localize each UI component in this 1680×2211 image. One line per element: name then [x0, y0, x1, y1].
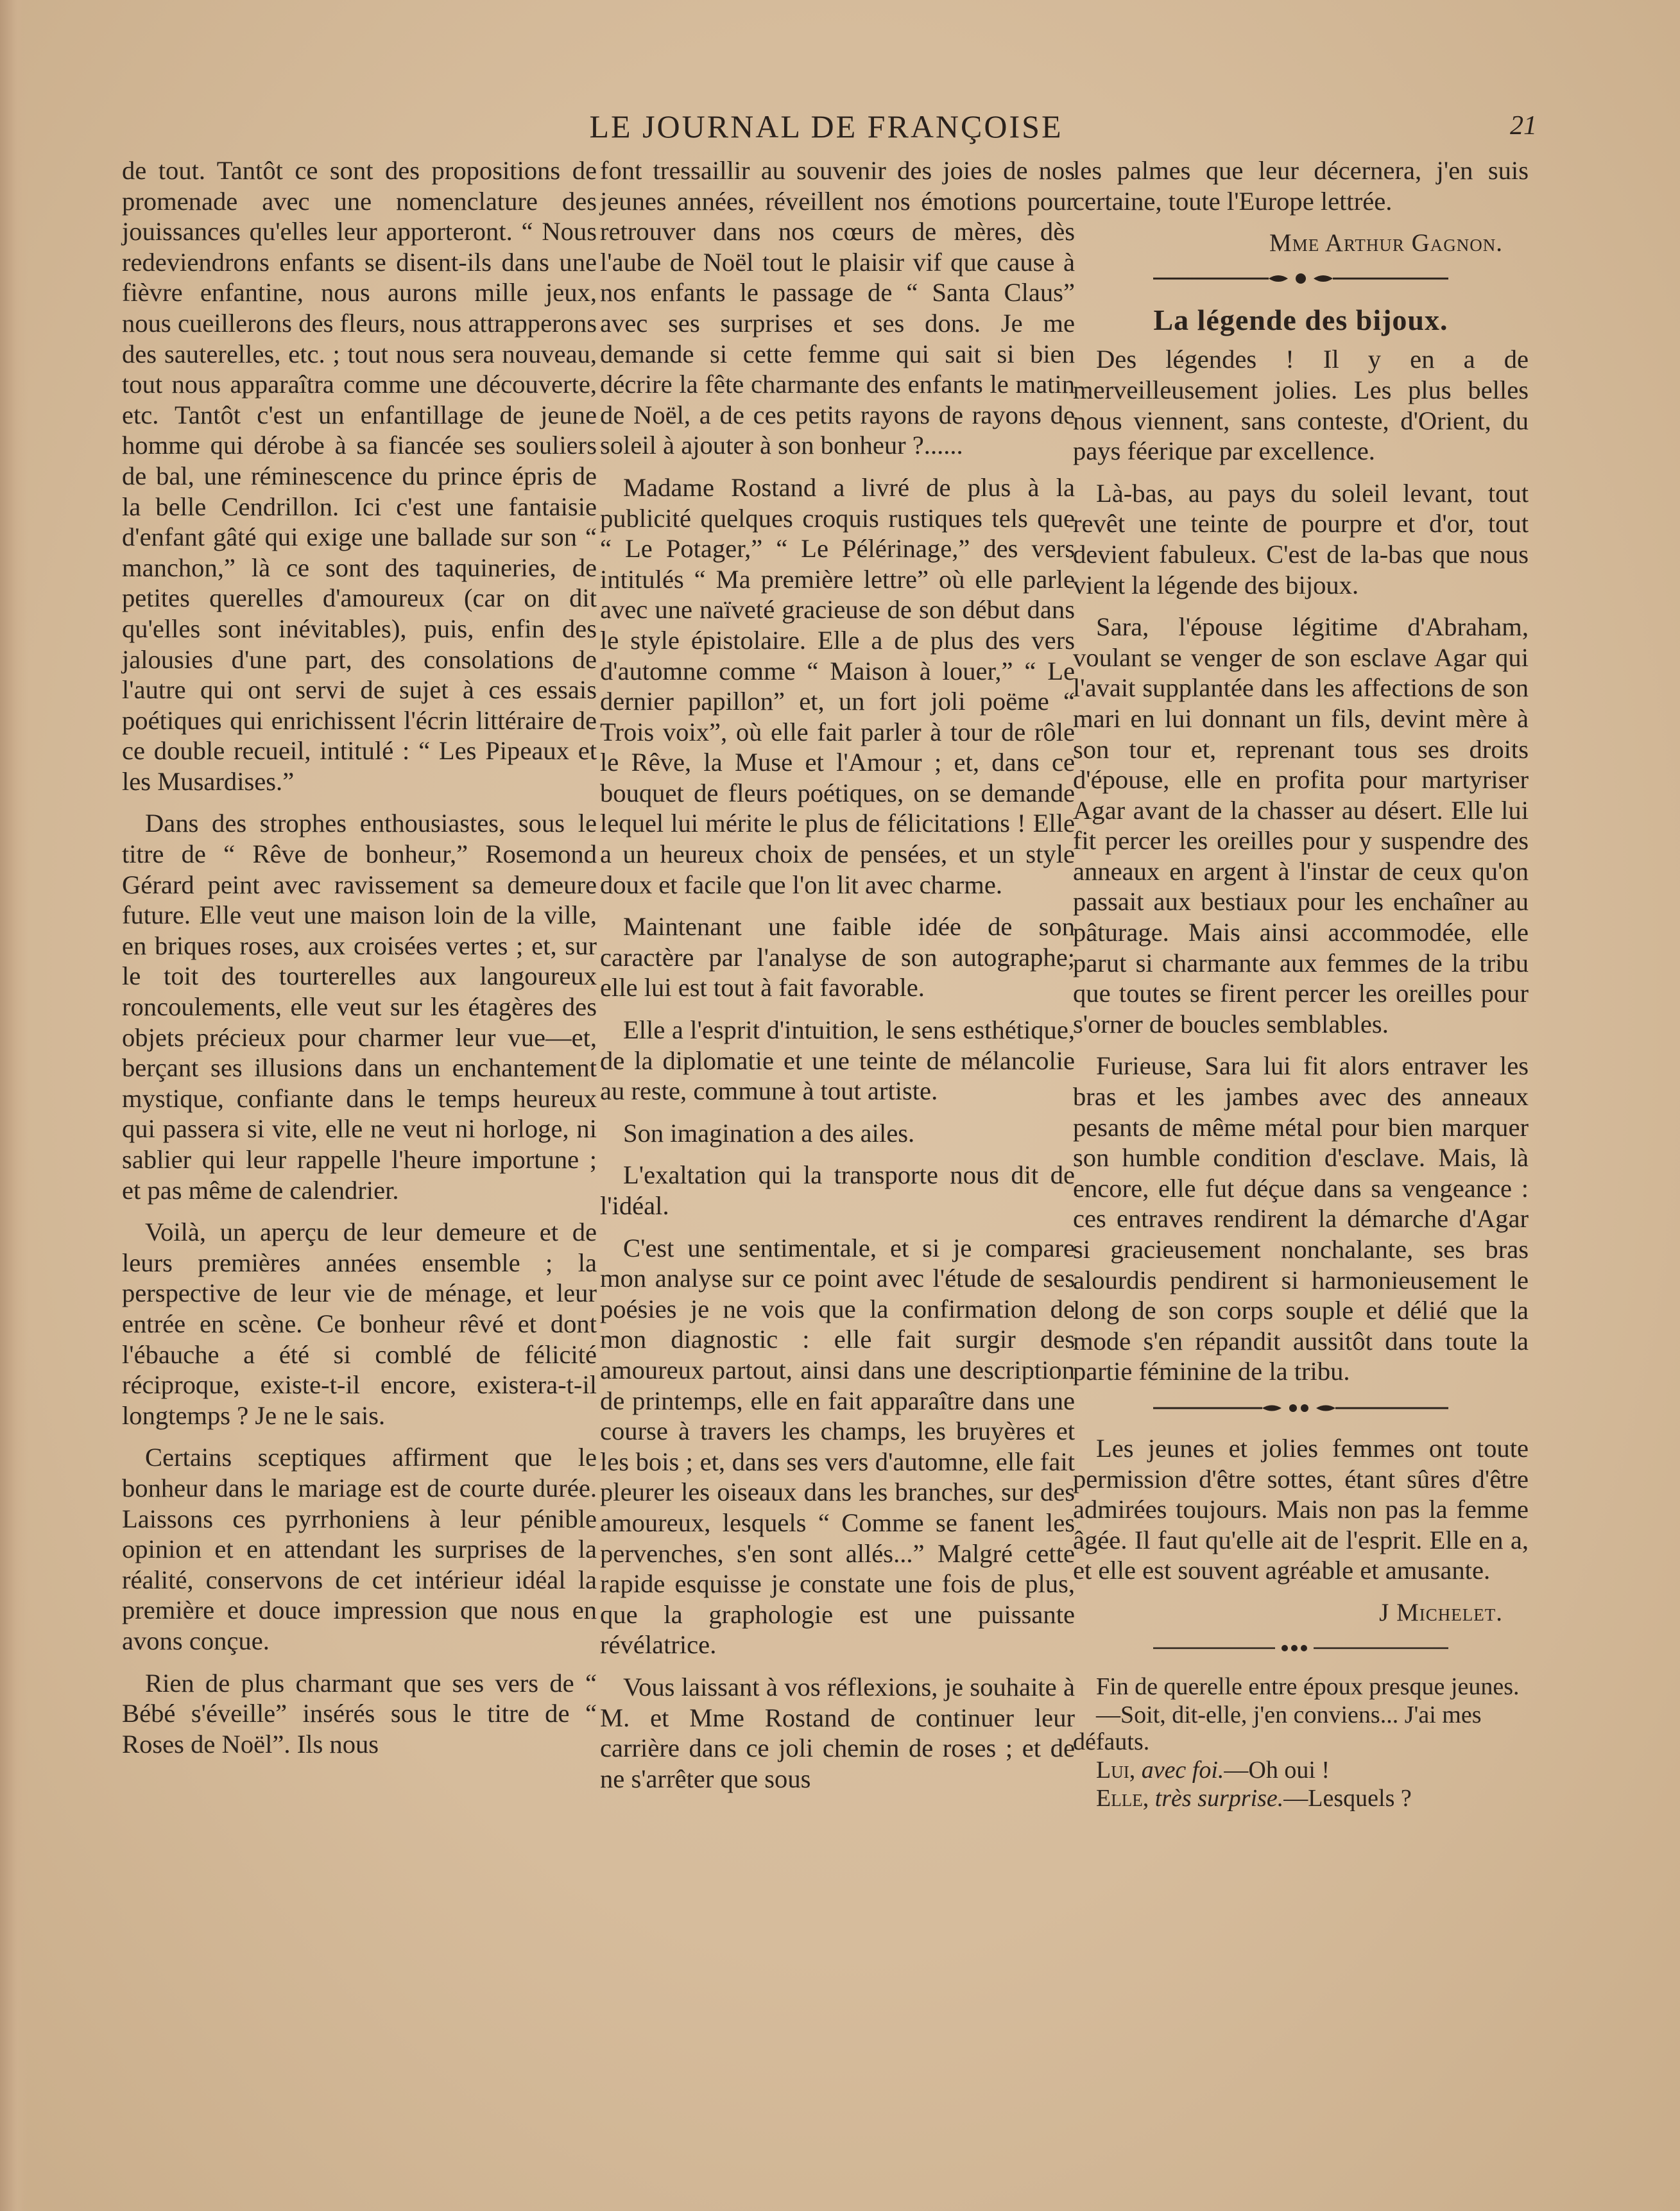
section-divider-ornament — [1073, 1398, 1529, 1420]
author-signature: Mme Arthur Gagnon. — [1269, 229, 1503, 257]
article-title: La légende des bijoux. — [1153, 303, 1448, 336]
paragraph: Sara, l'épouse légitime d'Abraham, voulant se venger de son esclave Agar qui l'avait supplantée dans les affections de son mari en lui donnant un fils, devint mère à son tour et, reprenant tous ses droits d'épouse, elle en profita pour martyriser Agar avant de la chasser au désert. Elle lui fit percer les oreilles pour y suspendre des anneaux en argent à l'instar de ceux qu'on passait aux bestiaux pour les enchaîner au pâturage. Mais ainsi accommodée, elle parut si charmante aux femmes de la tribu que toutes se firent percer les oreilles pour s'orner de boucles semblables. — [1073, 612, 1529, 1038]
section-divider-ornament — [1073, 1639, 1529, 1660]
paragraph: Là-bas, au pays du soleil levant, tout revêt une teinte de pourpre et d'or, tout devient fabuleux. C'est de la-bas que nous vient la légende des bijoux. — [1073, 478, 1529, 599]
paragraph: de tout. Tantôt ce sont des propositions de promenade avec une nomenclature des jouissances qu'elles leur apporteront. “ Nous redeviendrons enfants se disent-ils dans une fièvre enfantine, nous aurons mille jeux, nous cueillerons des fleurs, nous attrapperons des sauterelles, etc. ; tout nous sera nouveau, tout nous apparaîtra comme une découverte, etc. Tantôt c'est un enfantillage de jeune homme qui dérobe à sa fiancée ses souliers de bal, une réminescence du prince épris de la belle Cendrillon. Ici c'est une fantaisie d'enfant gâté qui exige une ballade sur son “ manchon,” là ce sont des taquineries, de petites querelles d'amoureux (car on dit qu'elles sont inévitables), puis, enfin des jalousies d'une part, des consolations de l'autre qui ont servi de sujet à ces essais poétiques qui enrichissent l'écrin littéraire de ce double recueil, intitulé : “ Les Pipeaux et les Musardises.” — [122, 156, 597, 796]
paragraph: Son imagination a des ailes. — [623, 1118, 915, 1148]
paragraph: Vous laissant à vos réflexions, je souhaite à M. et Mme Rostand de continuer leur carrière dans ce joli chemin de roses ; et de ne s'arrêter que sous — [600, 1672, 1075, 1793]
stage-direction: très surprise. — [1154, 1784, 1284, 1812]
author-signature: J Michelet. — [1379, 1598, 1503, 1626]
dialogue-line — [1073, 1785, 1529, 1812]
journal-title: LE JOURNAL DE FRANÇOISE — [589, 108, 1063, 144]
paragraph: Furieuse, Sara lui fit alors entraver les bras et les jambes avec des anneaux pesants de même métal pour bien marquer son humble condition d'esclave. Mais, là encore, elle fut déçue dans sa vengeance : ces entraves rendirent la démarche d'Agar si gracieusement nonchalante, ses bras alourdis pendirent si harmonieusement le long de son corps souple et délié que la mode s'en répandit aussitôt dans toute la partie féminine de la tribu. — [1073, 1051, 1529, 1386]
stage-direction: avec foi. — [1141, 1756, 1224, 1784]
column-1 — [122, 155, 597, 1771]
page-binding-edge — [0, 0, 28, 2211]
section-divider-ornament — [1073, 269, 1529, 291]
dialogue-intro: Fin de querelle entre époux presque jeunes. — [1096, 1673, 1520, 1700]
paragraph: Elle a l'esprit d'intuition, le sens esthétique, de la diplomatie et une teinte de mélancolie au reste, commune à tout artiste. — [600, 1015, 1075, 1106]
speaker-name: Lui, — [1096, 1756, 1136, 1784]
paragraph: les palmes que leur décernera, j'en suis certaine, toute l'Europe lettrée. — [1073, 156, 1529, 216]
paragraph: Madame Rostand a livré de plus à la publicité quelques croquis rustiques tels que “ Le Potager,” “ Le Pélérinage,” des vers intitulés “ Ma première lettre” où elle parle avec une naïveté gracieuse de son début dans le style épistolaire. Elle a de plus des vers d'automne comme “ Maison à louer,” “ Le dernier papillon” et, un fort joli poëme “ Trois voix”, où elle fait parler à tour de rôle le Rêve, la Muse et l'Amour ; et, dans ce bouquet de fleurs poétiques, on se demande lequel lui mérite le plus de félicitations ! Elle a un heureux choix de pensées, et un style doux et facile que l'on lit avec charme. — [600, 472, 1075, 899]
paragraph: Voilà, un aperçu de leur demeure et de leurs premières années ensemble ; la perspective de leur vie de ménage, et leur entrée en scène. Ce bonheur rêvé et dont l'ébauche a été si comblé de félicité réciproque, existe-t-il encore, existera-t-il longtemps ? Je ne le sais. — [122, 1217, 597, 1430]
paragraph: font tressaillir au souvenir des joies de nos jeunes années, réveillent nos émotions pour retrouver dans nos cœurs de mères, dès l'aube de Noël tout le plaisir vif que cause à nos enfants le passage de “ Santa Claus” avec ses surprises et ses dons. Je me demande si cette femme qui sait si bien décrire la fête charmante des enfants le matin de Noël, a de ces petits rayons de rayons de soleil à ajouter à son bonheur ?...... — [600, 156, 1075, 460]
page-number: 21 — [1510, 111, 1537, 141]
dialogue-line: —Soit, dit-elle, j'en conviens... J'ai mes défauts. — [1073, 1701, 1482, 1755]
speaker-name: Elle, — [1096, 1784, 1149, 1812]
paragraph: Certains sceptiques affirment que le bonheur dans le mariage est de courte durée. Laissons ces pyrrhoniens à leur pénible opinion et en attendant les surprises de la réalité, conservons de cet intérieur idéal la première et douce impression que nous en avons conçue. — [122, 1443, 597, 1655]
paragraph: Maintenant une faible idée de son caractère par l'analyse de son autographe; elle lui est tout à fait favorable. — [600, 912, 1075, 1002]
column-3 — [1073, 155, 1529, 1813]
paragraph: Rien de plus charmant que ses vers de “ Bébé s'éveille” insérés sous le titre de “ Roses de Noël”. Ils nous — [122, 1668, 597, 1759]
paragraph: Dans des strophes enthousiastes, sous le titre de “ Rêve de bonheur,” Rosemond Gérard peint avec ravissement sa demeure future. Elle veut une maison loin de la ville, en briques roses, aux croisées vertes ; et, sur le toit des tourterelles aux langoureux roncoulements, elle veut sur les étagères des objets précieux pour charmer leur vue—et, berçant ses illusions dans un enchantement mystique, confiante dans le temps heureux qui passera si vite, elle ne veut ni horloge, ni sablier qui leur rappelle l'heure importune ; et pas même de calendrier. — [122, 809, 597, 1205]
paragraph: L'exaltation qui la transporte nous dit de l'idéal. — [600, 1160, 1075, 1220]
dialogue-text: —Lesquels ? — [1283, 1784, 1412, 1812]
page-header — [116, 108, 1537, 153]
paragraph: C'est une sentimentale, et si je compare mon analyse sur ce point avec l'étude de ses poésies je ne vois que la confirmation de mon diagnostic : elle fait surgir des amoureux partout, ainsi dans une description de printemps, elle en fait apparaître dans une course à travers les champs, les bruyères et les bois ; et, dans ses vers d'automne, elle fait pleurer les oiseaux dans les branches, sur des amoureux, lesquels “ Comme se fanent les pervenches, s'en sont allés...” Malgré cette rapide esquisse je constate une fois de plus, que la graphologie est une puissante révélatrice. — [600, 1233, 1075, 1660]
dialogue-text: —Oh oui ! — [1224, 1756, 1330, 1784]
paragraph: Des légendes ! Il y en a de merveilleusement jolies. Les plus belles nous viennent, sans conteste, d'Orient, du pays féerique par excellence. — [1073, 345, 1529, 466]
dialogue-line — [1073, 1757, 1529, 1784]
column-2 — [600, 155, 1075, 1805]
paragraph: Les jeunes et jolies femmes ont toute permission d'être sottes, étant sûres d'être admirées toujours. Mais non pas la femme âgée. Il faut qu'elle ait de l'esprit. Elle en a, et elle est souvent agréable et amusante. — [1073, 1433, 1529, 1585]
dialogue-anecdote — [1073, 1673, 1529, 1812]
